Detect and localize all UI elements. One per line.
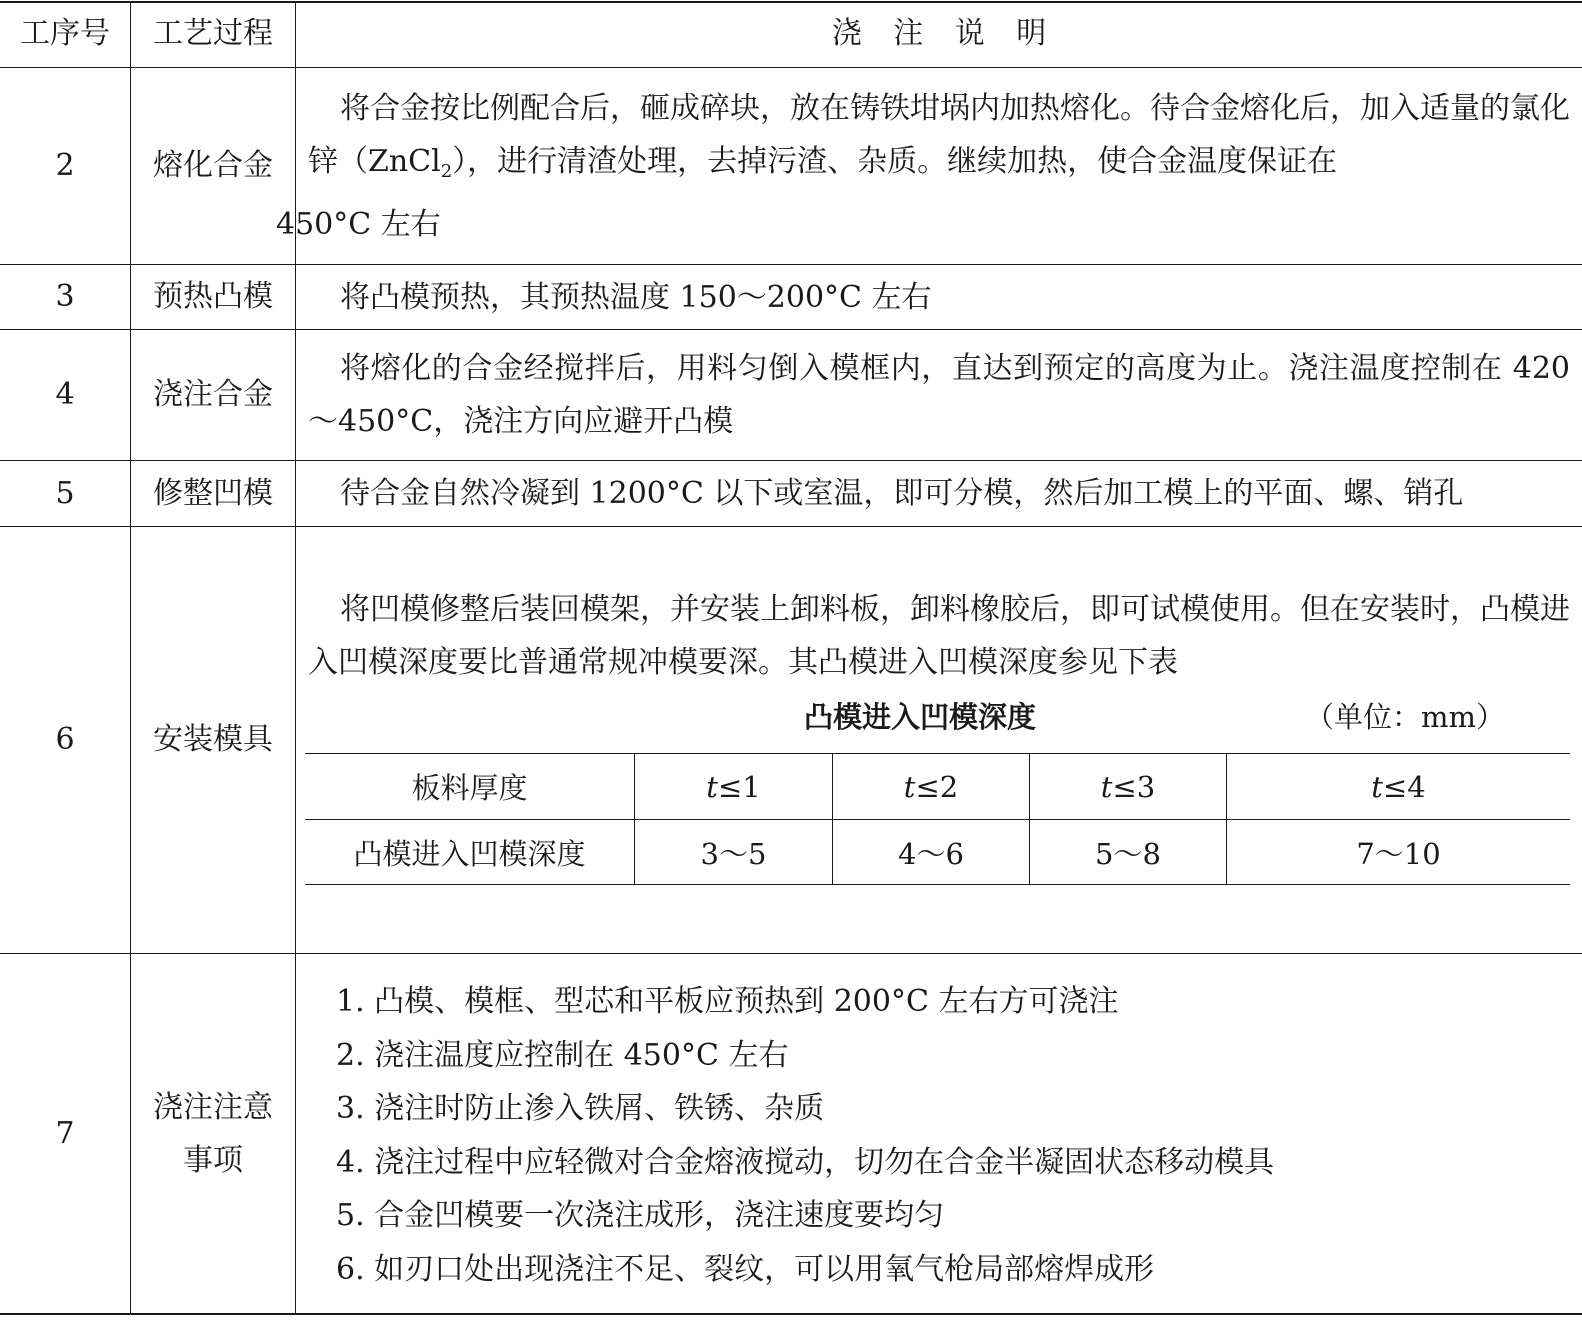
list-item: 2. 浇注温度应控制在 450°C 左右 [336, 1037, 789, 1073]
depth-table-depth-1: 3～5 [700, 836, 767, 871]
thickness-var: t [903, 769, 916, 804]
header-step-number: 工序号 [20, 16, 110, 51]
depth-table-bottom-rule [305, 884, 1570, 885]
row-2-description-part-b: ），进行清渣处理，去掉污渣、杂质。继续加热，使合金温度保证在 [452, 144, 1338, 179]
row-3-step-number: 3 [55, 279, 75, 314]
thickness-var: t [706, 769, 718, 804]
row-7-step-number: 7 [55, 1115, 75, 1151]
row-7-process-line-2: 事项 [183, 1142, 243, 1178]
thickness-limit: ≤1 [717, 769, 761, 804]
row-2-description-part-a: 将合金按比例配合后，砸成碎块，放在铸铁坩埚内加热熔化。待合金熔化后，加入适量的氯化锌（ZnCl [308, 91, 1570, 179]
thickness-var: t [1100, 769, 1113, 804]
header-pouring-notes: 浇 注 说 明 [831, 16, 1047, 51]
row-2-description-part-c: 450°C 左右 [276, 207, 441, 242]
row-3-description: 将凸模预热，其预热温度 150～200°C 左右 [340, 280, 932, 315]
thickness-limit: ≤2 [915, 769, 959, 804]
depth-table-depth-label: 凸模进入凹模深度 [353, 836, 586, 871]
depth-table-depth-2: 4～6 [898, 836, 964, 871]
row-6-description: 将凹模修整后装回模架，并安装上卸料板，卸料橡胶后，即可试模使用。但在安装时，凸模进入凹模深度要比普通常规冲模要深。其凸模进入凹模深度参见下表 [308, 592, 1570, 680]
row-3-process: 预热凸模 [153, 279, 273, 314]
depth-table-depth-3: 5～8 [1095, 836, 1161, 871]
depth-table-thickness-3 [1030, 754, 1226, 819]
thickness-limit: ≤4 [1382, 769, 1426, 804]
depth-table-thickness-4 [1227, 754, 1570, 819]
row-5-description: 待合金自然冷凝到 1200°C 以下或室温，即可分模，然后加工模上的平面、螺、销孔 [340, 476, 1464, 511]
row-2-description-subscript: 2 [440, 161, 453, 182]
thickness-limit: ≤3 [1112, 769, 1156, 804]
row-4-step-number: 4 [55, 377, 75, 412]
table-bottom-rule [0, 1313, 1582, 1315]
list-item: 5. 合金凹模要一次浇注成形，浇注速度要均匀 [336, 1198, 945, 1234]
row-7-process [131, 954, 295, 1313]
column-divider-2 [295, 1, 296, 1314]
row-5-step-number: 5 [55, 475, 75, 511]
row-2-description [276, 82, 1570, 251]
list-item: 6. 如刃口处出现浇注不足、裂纹，可以用氧气枪局部熔焊成形 [336, 1251, 1155, 1287]
row-6-process: 安装模具 [153, 722, 273, 757]
row-4-process: 浇注合金 [153, 377, 273, 412]
row-6-step-number: 6 [55, 722, 75, 757]
row-7-process-line-1: 浇注注意 [153, 1089, 273, 1125]
thickness-var: t [1371, 769, 1383, 804]
depth-table-thickness-label: 板料厚度 [411, 771, 528, 805]
depth-table-thickness-1 [635, 754, 832, 819]
list-item: 4. 浇注过程中应轻微对合金熔液搅动，切勿在合金半凝固状态移动模具 [336, 1144, 1275, 1180]
depth-table-depth-4: 7～10 [1356, 836, 1441, 871]
row-5-process: 修整凹模 [153, 475, 273, 511]
pouring-precautions-list [336, 975, 1274, 1297]
depth-table-thickness-2 [833, 754, 1029, 819]
header-process: 工艺过程 [153, 16, 273, 51]
list-item: 3. 浇注时防止渗入铁屑、铁锈、杂质 [336, 1091, 825, 1127]
row-2-process: 熔化合金 [153, 148, 273, 183]
row-2-step-number: 2 [55, 148, 75, 183]
list-item: 1. 凸模、模框、型芯和平板应预热到 200°C 左右方可浇注 [336, 984, 1119, 1019]
depth-table-unit: （单位：mm） [1305, 700, 1505, 734]
row-4-description: 将熔化的合金经搅拌后，用料匀倒入模框内，直达到预定的高度为止。浇注温度控制在 420～450°C，浇注方向应避开凸模 [308, 351, 1570, 439]
depth-table-title: 凸模进入凹模深度 [804, 700, 1037, 734]
